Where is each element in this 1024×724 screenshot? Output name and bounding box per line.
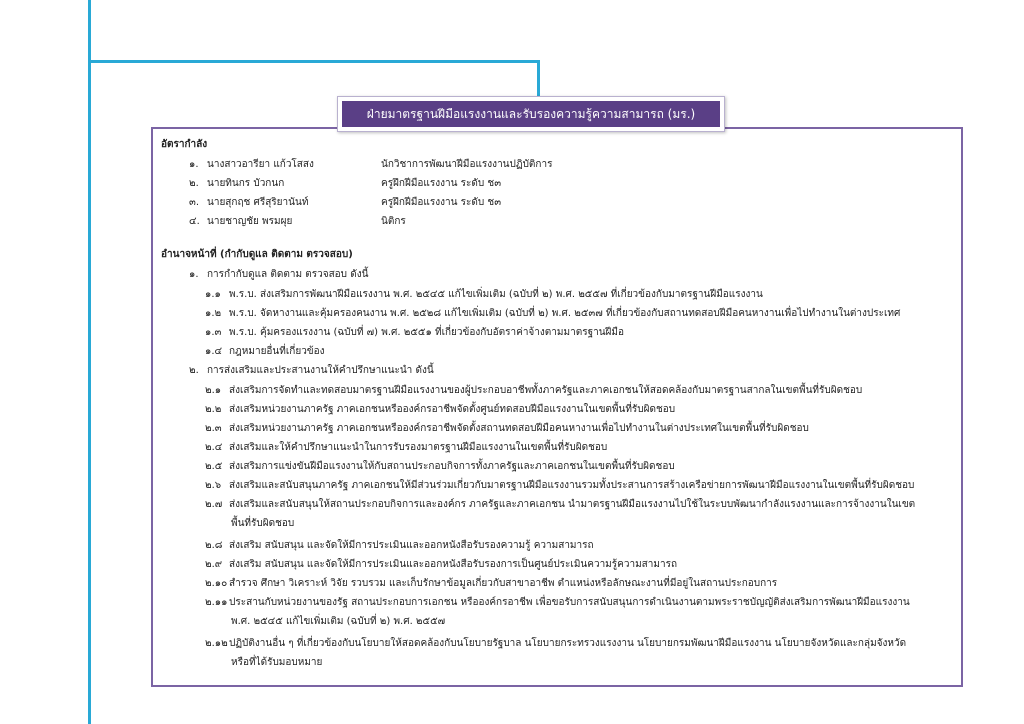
duty-number: ๑.๔ — [205, 346, 223, 357]
duty-item — [205, 574, 777, 593]
duty-number: ๒.๘ — [205, 540, 223, 551]
staff-name: นายสุกฤช ศรีสุริยานันท์ — [207, 197, 309, 208]
duty-number: ๒.๑๑ — [205, 597, 228, 608]
section-title: การกำกับดูแล ติดตาม ตรวจสอบ ดังนี้ — [207, 269, 369, 280]
duty-number: ๒.๓ — [205, 423, 222, 434]
duty-text: ส่งเสริมหน่วยงานภาครัฐ ภาคเอกชนหรือองค์กรอาชีพจัดตั้งสถานทดสอบฝีมือคนหางานเพื่อไปทำงานในต่างประเทศในเขตพื้นที่รับผิดชอบ — [229, 423, 809, 434]
duty-item — [205, 400, 675, 419]
duty-text: พ.ร.บ. คุ้มครองแรงงาน (ฉบับที่ ๗) พ.ศ. ๒๕๕๑ ที่เกี่ยวข้องกับอัตราค่าจ้างตามมาตรฐานฝีมือ — [229, 327, 624, 338]
duty-text: สำรวจ ศึกษา วิเคราะห์ วิจัย รวบรวม และเก็บรักษาข้อมูลเกี่ยวกับสาขาอาชีพ ตำแหน่งหรือลักษณะงานที่มีอยู่ในสถานประกอบการ — [229, 578, 778, 589]
duty-text-continuation: หรือที่ได้รับมอบหมาย — [231, 657, 323, 668]
top-accent-line — [88, 60, 540, 63]
duty-item — [205, 476, 914, 495]
staff-name: นายชาญชัย พรมผุย — [207, 216, 293, 227]
duty-text: ส่งเสริมและสนับสนุนภาครัฐ ภาคเอกชนให้มีส่วนร่วมเกี่ยวกับมาตรฐานฝีมือแรงงานรวมทั้งประสานการสร้างเครือข่ายการพัฒนาฝีมือแรงงานในเขตพื้นที่รับผิดชอบ — [229, 480, 915, 491]
duty-item — [205, 634, 906, 653]
duty-text-continuation: พื้นที่รับผิดชอบ — [231, 518, 295, 529]
staff-number: ๑. — [189, 159, 199, 170]
staff-number: ๒. — [189, 178, 199, 189]
duty-text: ปฏิบัติงานอื่น ๆ ที่เกี่ยวข้องกับนโยบายให้สอดคล้องกับนโยบายรัฐบาล นโยบายกระทรวงแรงงาน นโยบายกรมพัฒนาฝีมือแรงงาน นโยบายจังหวัดและกลุ่มจังหวัด — [229, 638, 907, 649]
staff-row — [189, 155, 314, 174]
duty-number: ๑.๒ — [205, 308, 222, 319]
duty-text: กฎหมายอื่นที่เกี่ยวข้อง — [229, 346, 325, 357]
duty-number: ๒.๒ — [205, 404, 222, 415]
staff-position: ครูฝึกฝีมือแรงงาน ระดับ ช๓ — [381, 197, 502, 208]
duty-item — [205, 285, 763, 304]
duty-text: ส่งเสริมและสนับสนุนให้สถานประกอบกิจการและองค์กร ภาครัฐและภาคเอกชน นำมาตรฐานฝีมือแรงงานไปใช้ในระบบพัฒนากำลังแรงงานและการจ้างงานในเขต — [229, 499, 916, 510]
duty-number: ๒.๑๒ — [205, 638, 228, 649]
staff-row — [189, 193, 308, 212]
staff-row — [189, 212, 292, 231]
duty-text: ส่งเสริม สนับสนุน และจัดให้มีการประเมินและออกหนังสือรับรองความรู้ ความสามารถ — [229, 540, 594, 551]
duty-text: ส่งเสริมการจัดทำและทดสอบมาตรฐานฝีมือแรงงานของผู้ประกอบอาชีพทั้งภาครัฐและภาคเอกชนให้สอดคล้องกับมาตรฐานสากลในเขตพื้นที่รับผิดชอบ — [229, 385, 863, 396]
section-number: ๑. — [189, 269, 199, 280]
section-banner — [337, 96, 725, 132]
duty-item — [205, 419, 809, 438]
content-body — [153, 129, 961, 685]
duty-item — [205, 593, 910, 612]
connector-accent-line — [537, 60, 540, 98]
duty-item — [205, 381, 862, 400]
staff-number: ๔. — [189, 216, 200, 227]
duty-item — [205, 304, 900, 323]
banner-title: ฝ่ายมาตรฐานฝีมือแรงงานและรับรองความรู้ความสามารถ (มร.) — [342, 101, 720, 127]
staff-position: นักวิชาการพัฒนาฝีมือแรงงานปฏิบัติการ — [381, 159, 553, 170]
duty-item — [205, 555, 677, 574]
duty-item — [205, 342, 325, 361]
duty-item — [205, 323, 624, 342]
duty-text: ส่งเสริม สนับสนุน และจัดให้มีการประเมินและออกหนังสือรับรองการเป็นศูนย์ประเมินความรู้ความสามารถ — [229, 559, 678, 570]
duty-text: ประสานกับหน่วยงานของรัฐ สถานประกอบการเอกชน หรือองค์กรอาชีพ เพื่อขอรับการสนับสนุนการดำเนินงานตามพระราชบัญญัติส่งเสริมการพัฒนาฝีมือแรงงาน — [229, 597, 910, 608]
duty-text: พ.ร.บ. ส่งเสริมการพัฒนาฝีมือแรงงาน พ.ศ. ๒๕๔๕ แก้ไขเพิ่มเติม (ฉบับที่ ๒) พ.ศ. ๒๕๕๗ ที่เกี่ยวข้องกับมาตรฐานฝีมือแรงงาน — [229, 289, 763, 300]
content-frame — [151, 127, 963, 687]
duty-item — [205, 536, 594, 555]
staff-position: ครูฝึกฝีมือแรงงาน ระดับ ช๓ — [381, 178, 502, 189]
duty-item — [205, 495, 915, 514]
duties-heading: อำนาจหน้าที่ (กำกับดูแล ติดตาม ตรวจสอบ) — [161, 249, 353, 260]
section-title: การส่งเสริมและประสานงานให้คำปรึกษาแนะนำ ดังนี้ — [207, 365, 434, 376]
section-number: ๒. — [189, 365, 199, 376]
section-heading — [189, 265, 368, 284]
staff-number: ๓. — [189, 197, 200, 208]
duty-number: ๑.๑ — [205, 289, 221, 300]
duty-number: ๒.๔ — [205, 442, 223, 453]
duty-text: ส่งเสริมและให้คำปรึกษาแนะนำในการรับรองมาตรฐานฝีมือแรงงานในเขตพื้นที่รับผิดชอบ — [229, 442, 608, 453]
staff-name: นางสาวอารียา แก้วโสสง — [207, 159, 314, 170]
duty-number: ๒.๑ — [205, 385, 222, 396]
duty-number: ๒.๙ — [205, 559, 223, 570]
duty-item — [205, 457, 675, 476]
staff-row — [189, 174, 284, 193]
duty-text: พ.ร.บ. จัดหางานและคุ้มครองคนงาน พ.ศ. ๒๕๒๘ แก้ไขเพิ่มเติม (ฉบับที่ ๒) พ.ศ. ๒๕๓๗ ที่เกี่ยวข้องกับสถานทดสอบฝีมือคนหางานเพื่อไปทำงานในต่างประเทศ — [229, 308, 901, 319]
duty-number: ๒.๖ — [205, 480, 222, 491]
section-heading — [189, 361, 434, 380]
duty-text-continuation: พ.ศ. ๒๕๔๕ แก้ไขเพิ่มเติม (ฉบับที่ ๒) พ.ศ. ๒๕๕๗ — [231, 616, 446, 627]
duty-item — [205, 438, 607, 457]
duty-number: ๒.๗ — [205, 499, 223, 510]
duty-text: ส่งเสริมหน่วยงานภาครัฐ ภาคเอกชนหรือองค์กรอาชีพจัดตั้งศูนย์ทดสอบฝีมือแรงงานในเขตพื้นที่รับผิดชอบ — [229, 404, 676, 415]
manpower-heading: อัตรากำลัง — [161, 139, 208, 150]
left-accent-line — [88, 0, 91, 724]
duty-number: ๑.๓ — [205, 327, 222, 338]
staff-position: นิติกร — [381, 216, 406, 227]
duty-number: ๒.๕ — [205, 461, 223, 472]
duty-text: ส่งเสริมการแข่งขันฝีมือแรงงานให้กับสถานประกอบกิจการทั้งภาครัฐและภาคเอกชนในเขตพื้นที่รับผิดชอบ — [229, 461, 675, 472]
duty-number: ๒.๑๐ — [205, 578, 228, 589]
staff-name: นายทินกร บัวกนก — [207, 178, 285, 189]
